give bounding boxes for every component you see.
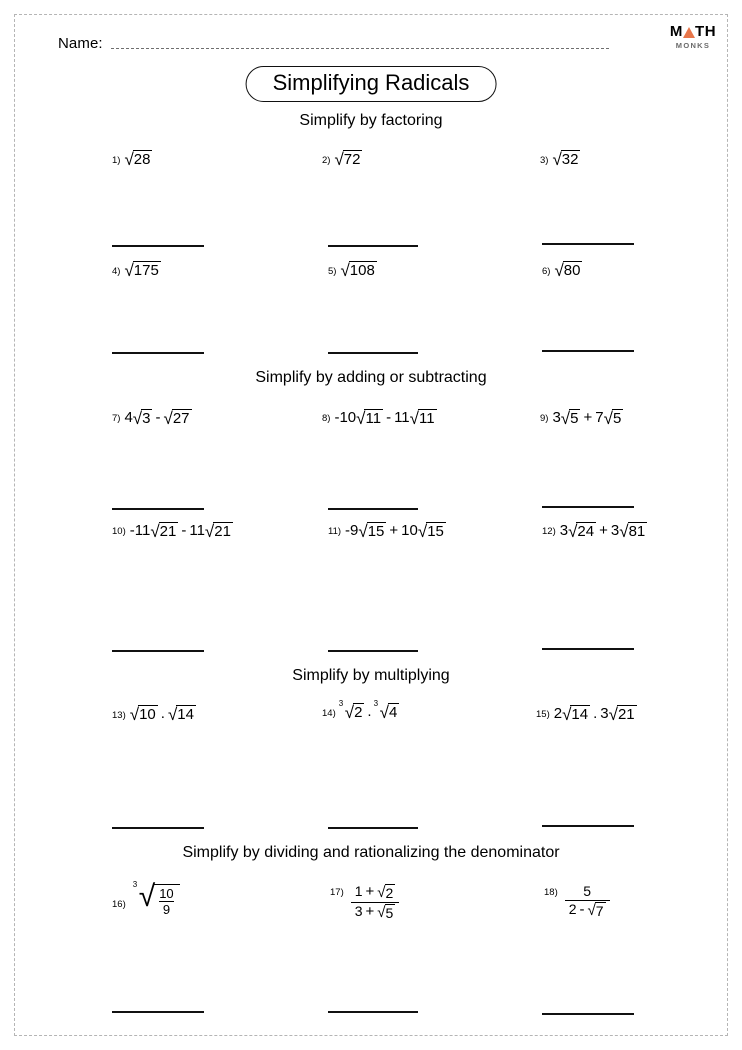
answer-line-4[interactable] [112,352,204,354]
radicand: 21 [214,523,231,540]
problem-expression [130,705,196,723]
radicand: 28 [133,151,151,168]
problem-number: 10) [112,526,126,538]
radicand [154,884,179,916]
coefficient: -9 [345,522,359,540]
operator: - [386,409,392,427]
name-field-row [58,30,684,56]
problem-10 [112,522,233,540]
operator: . [593,705,598,723]
radical-icon: √ 28 [124,150,151,169]
radical-icon: √ 81 [619,522,646,541]
problem-number: 14) [322,708,336,719]
radical-icon: √ 10 [129,705,156,724]
radicand: 2 [385,885,394,901]
answer-line-9[interactable] [542,506,634,508]
radical-icon: √ 21 [608,705,635,724]
operator: . [367,703,372,721]
radicand: 15 [367,523,385,540]
fraction [565,884,610,918]
problem-5 [328,261,377,279]
coefficient: 11 [394,409,410,427]
logo-monks-text: MONKS [675,41,711,50]
radicand: 27 [172,410,190,427]
numerator: 5 [583,883,592,899]
radicand: 32 [561,151,579,168]
problem-expression [124,150,152,168]
page-title: Simplifying Radicals [246,66,497,102]
problem-number: 16) [112,899,126,910]
problem-number: 8) [322,413,331,425]
problem-18 [544,884,610,918]
radical-icon: √ 15 [358,522,385,541]
problem-expression [124,409,191,427]
problem-number: 17) [330,887,344,898]
coefficient: 7 [595,409,604,427]
answer-line-3[interactable] [542,243,634,245]
problem-expression [562,884,610,918]
operator: + [599,522,608,540]
answer-line-12[interactable] [542,648,634,650]
problem-6 [542,261,582,279]
problem-1 [112,150,152,168]
radicand: 3 [142,410,151,427]
coefficient: 10 [401,522,418,540]
section-heading-multiplying: Simplify by multiplying [292,667,450,684]
problem-number: 9) [540,413,549,425]
problem-number: 4) [112,266,121,277]
radical-icon: √ 72 [334,150,361,169]
radicand: 4 [388,704,398,721]
denominator [351,902,400,921]
problem-number: 15) [536,709,550,721]
cube-root-icon: 3 √ $\frac{10}{9}$ [134,884,180,916]
problem-13 [112,705,196,723]
radical-icon: √ 7 [587,901,604,919]
problem-7 [112,409,192,427]
radicand: 24 [577,523,595,540]
radicand: 14 [571,706,589,723]
problem-number: 2) [322,155,331,166]
fraction [155,887,177,916]
problem-number: 12) [542,526,556,538]
problem-expression [124,261,160,279]
coefficient: -11 [129,522,151,540]
answer-line-17[interactable] [328,1011,418,1013]
radical-icon: √ 5 [560,409,579,428]
operator: + [583,409,593,427]
coefficient: 11 [189,522,205,540]
radical-icon: √ 11 [409,409,435,428]
problem-expression [340,261,376,279]
answer-line-5[interactable] [328,352,418,354]
radicand: 11 [418,410,435,427]
radical-index: 3 [338,699,344,708]
answer-line-16[interactable] [112,1011,204,1013]
problem-expression [554,705,637,723]
problem-14 [322,699,399,722]
operator: . [160,705,165,723]
problem-4 [112,261,161,279]
operator: - [155,409,161,427]
section-heading-factoring: Simplify by factoring [299,112,443,129]
section-heading-dividing-rationalizing: Simplify by dividing and rationalizing the denominator [182,844,560,861]
radical-icon: √ 80 [554,261,581,280]
problem-16 [112,880,180,917]
radicand: 80 [563,262,581,279]
radicand: 15 [427,523,444,540]
answer-line-7[interactable] [112,508,204,510]
radicand: 2 [354,704,363,721]
radical-index: 3 [132,880,138,889]
radicand: 11 [365,410,382,427]
problem-9 [540,409,623,427]
answer-line-18[interactable] [542,1013,634,1015]
problem-number: 18) [544,887,558,898]
logo-letters-th: TH [694,23,717,40]
coefficient: 3 [559,522,569,540]
denominator-term: 3 [354,902,363,919]
radical-icon: √ 14 [562,705,589,724]
problem-11 [328,522,446,540]
problem-number: 3) [540,155,549,166]
problem-expression [552,150,580,168]
radical-index: 3 [373,699,379,708]
radicand: 10 [139,706,156,723]
cube-root-icon: 3 √ 4 [373,699,398,722]
radicand: 5 [385,904,394,921]
answer-line-10[interactable] [112,650,204,652]
problem-expression [560,522,648,540]
coefficient: 3 [610,522,620,540]
radical-icon: √ 11 [356,409,382,428]
problem-number: 5) [328,266,337,277]
radicand: 108 [349,262,375,279]
coefficient: -10 [334,409,357,427]
math-monks-logo [662,24,724,50]
problem-expression [334,150,362,168]
radical-icon: √ 108 [340,261,375,280]
cube-root-icon: 3 √ 2 [338,699,363,722]
fraction [351,884,400,920]
triangle-icon [683,27,695,38]
numerator-term: 1 [354,883,363,899]
radical-icon: √ 27 [163,409,190,428]
numerator: 10 [159,886,174,901]
radicand: 175 [133,262,159,279]
radical-icon: √ 15 [417,522,444,541]
coefficient: 4 [124,409,133,427]
radicand: 21 [617,706,635,723]
problem-8 [322,409,437,427]
problem-expression [345,522,446,540]
radical-icon: √ 5 [377,903,394,921]
radicand: 72 [343,151,361,168]
denominator-term: 2 [568,900,577,917]
radical-icon: √ 175 [124,261,159,280]
problem-expression [348,884,400,920]
problem-expression [552,409,623,427]
name-label: Name: [58,34,103,52]
problem-12 [542,522,647,540]
numerator [351,884,400,902]
radicand: 14 [177,706,194,723]
radical-icon: √ 32 [552,150,579,169]
answer-line-6[interactable] [542,350,634,352]
problem-number: 13) [112,710,126,721]
radical-icon: √ 24 [568,522,595,541]
problem-number: 1) [112,155,121,166]
answer-line-15[interactable] [542,825,634,827]
logo-letter-m: M [669,23,683,40]
answer-line-1[interactable] [112,245,204,247]
coefficient: 3 [600,705,609,723]
operator: + [365,883,375,900]
radical-icon: √ 2 [377,884,394,901]
problem-number: 11) [328,526,342,538]
coefficient: 2 [553,705,563,723]
problem-expression [130,880,180,917]
operator: + [365,902,375,920]
name-input-line[interactable] [111,38,609,49]
section-heading-adding-subtracting: Simplify by adding or subtracting [255,369,487,386]
problem-2 [322,150,362,168]
answer-line-11[interactable] [328,650,418,652]
answer-line-2[interactable] [328,245,418,247]
denominator: 9 [159,901,174,917]
radical-icon: √ 21 [204,522,231,541]
answer-line-14[interactable] [328,827,418,829]
problem-3 [540,150,580,168]
answer-line-13[interactable] [112,827,204,829]
radical-icon: √ 3 [132,409,151,428]
problem-number: 6) [542,266,551,277]
radical-icon: √ 5 [603,409,622,428]
radicand: 81 [628,523,646,540]
logo-math-text [662,24,724,39]
problem-17 [330,884,399,920]
radical-icon: √ 21 [150,522,177,541]
operator: + [389,522,399,540]
coefficient: 3 [552,409,561,427]
operator: - [181,522,187,540]
radical-icon: √ 14 [167,705,194,724]
problem-number: 7) [112,413,121,425]
problem-15 [536,705,637,723]
problem-expression [334,409,436,427]
answer-line-8[interactable] [328,508,418,510]
radicand: 21 [159,523,177,540]
problem-expression [554,261,582,279]
operator: - [579,900,585,918]
denominator [565,900,610,919]
radicand: 5 [570,410,579,427]
radicand: 7 [595,902,604,919]
radicand: 5 [612,410,622,427]
problem-expression [338,699,400,722]
problem-expression [130,522,233,540]
